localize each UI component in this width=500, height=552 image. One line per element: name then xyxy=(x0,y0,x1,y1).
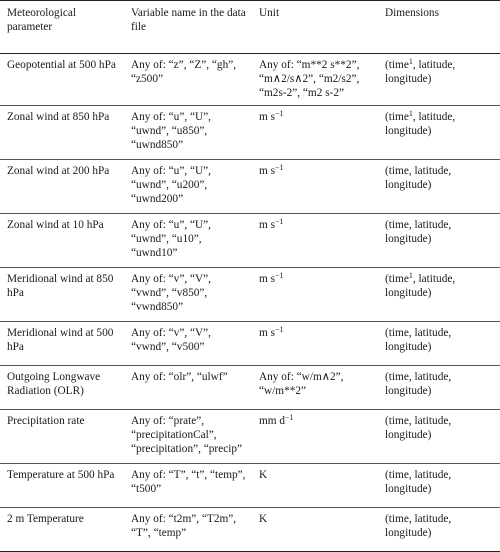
cell-dimensions xyxy=(378,106,500,160)
cell-dimensions xyxy=(378,214,500,268)
cell-parameter: Meridional wind at 500 hPa xyxy=(7,327,114,353)
cell-variable-name: Any of: “u”, “U”, “uwnd”, “u10”, “uwnd10” xyxy=(131,219,211,259)
table-row xyxy=(0,464,500,508)
unit-exponent: −1 xyxy=(285,413,294,422)
cell-parameter: Zonal wind at 10 hPa xyxy=(7,219,104,231)
cell-parameter: Zonal wind at 200 hPa xyxy=(7,165,110,177)
cell-dimensions xyxy=(378,268,500,322)
cell-parameter: Zonal wind at 850 hPa xyxy=(7,111,110,123)
unit-exponent: −1 xyxy=(275,217,284,226)
header-row xyxy=(0,1,500,54)
cell-dimensions xyxy=(378,54,500,106)
dimensions-text: (time, latitude, longitude) xyxy=(385,415,452,441)
cell-dimensions xyxy=(378,410,500,464)
header-dimensions: Dimensions xyxy=(385,7,439,19)
dimensions-text: (time xyxy=(385,111,409,123)
cell-unit: Any of: “w/m∧2”, “w/m**2” xyxy=(259,371,344,397)
table-row xyxy=(0,214,500,268)
cell-parameter: Meridional wind at 850 hPa xyxy=(7,273,114,299)
cell-variable-name: Any of: “T”, “t”, “temp”, “t500” xyxy=(131,469,246,495)
unit-base: m s xyxy=(259,219,276,231)
dimensions-text-rest: , latitude, longitude) xyxy=(385,273,456,299)
unit-base: m s xyxy=(259,273,276,285)
cell-unit xyxy=(252,268,378,322)
dimensions-text: (time xyxy=(385,59,409,71)
footnote-marker: 1 xyxy=(408,57,413,66)
cell-variable-name: Any of: “z”, “Z”, “gh”, “z500” xyxy=(131,59,237,85)
unit-base: m s xyxy=(259,111,276,123)
dimensions-text: (time xyxy=(385,273,409,285)
unit-base: m s xyxy=(259,327,276,339)
cell-dimensions xyxy=(378,508,500,552)
table-row xyxy=(0,106,500,160)
table-row xyxy=(0,366,500,410)
unit-exponent: −1 xyxy=(275,271,284,280)
cell-variable-name: Any of: “prate”, “precipitationCal”, “precipitation”, “precip” xyxy=(131,415,243,455)
header-unit: Unit xyxy=(259,7,280,19)
cell-unit xyxy=(252,106,378,160)
dimensions-text-rest: , latitude, longitude) xyxy=(385,59,456,85)
table-row xyxy=(0,160,500,214)
unit-base: mm d xyxy=(259,415,286,427)
cell-variable-name: Any of: “olr”, “ulwf” xyxy=(131,371,228,383)
cell-variable-name: Any of: “u”, “U”, “uwnd”, “u200”, “uwnd200” xyxy=(131,165,211,205)
dimensions-text: (time, latitude, longitude) xyxy=(385,513,452,539)
dimensions-text: (time, latitude, longitude) xyxy=(385,327,452,353)
cell-parameter: Geopotential at 500 hPa xyxy=(7,59,116,71)
unit-exponent: −1 xyxy=(275,325,284,334)
dimensions-text: (time, latitude, longitude) xyxy=(385,371,452,397)
cell-unit xyxy=(252,160,378,214)
header-variable-name: Variable name in the data file xyxy=(131,7,246,33)
unit-exponent: −1 xyxy=(275,163,284,172)
cell-variable-name: Any of: “v”, “V”, “vwnd”, “v850”, “vwnd850” xyxy=(131,273,211,313)
header-parameter: Meteorological parameter xyxy=(7,7,77,33)
cell-variable-name: Any of: “u”, “U”, “uwnd”, “u850”, “uwnd850” xyxy=(131,111,211,151)
dimensions-text: (time, latitude, longitude) xyxy=(385,165,452,191)
cell-parameter: Precipitation rate xyxy=(7,415,85,427)
footnote-marker: 1 xyxy=(408,271,413,280)
cell-variable-name: Any of: “v”, “V”, “vwnd”, “v500” xyxy=(131,327,211,353)
cell-unit xyxy=(252,214,378,268)
dimensions-text: (time, latitude, longitude) xyxy=(385,469,452,495)
table-body xyxy=(0,54,500,552)
table-row xyxy=(0,54,500,106)
table-row xyxy=(0,508,500,552)
cell-dimensions xyxy=(378,160,500,214)
cell-dimensions xyxy=(378,366,500,410)
table-row xyxy=(0,268,500,322)
dimensions-text: (time, latitude, longitude) xyxy=(385,219,452,245)
footnote-marker: 1 xyxy=(408,109,413,118)
table-row xyxy=(0,410,500,464)
table-header xyxy=(0,1,500,54)
unit-base: m s xyxy=(259,165,276,177)
cell-parameter: 2 m Temperature xyxy=(7,513,84,525)
cell-unit: K xyxy=(259,513,268,525)
cell-unit: Any of: “m**2 s**2”, “m∧2/s∧2”, “m2/s2”, “m2s-2”, “m2 s-2” xyxy=(259,59,360,99)
unit-exponent: −1 xyxy=(275,109,284,118)
cell-dimensions xyxy=(378,322,500,366)
cell-unit xyxy=(252,410,378,464)
table-row xyxy=(0,322,500,366)
cell-unit: K xyxy=(259,469,268,481)
dimensions-text-rest: , latitude, longitude) xyxy=(385,111,456,137)
cell-parameter: Temperature at 500 hPa xyxy=(7,469,115,481)
cell-variable-name: Any of: “t2m”, “T2m”, “T”, “temp” xyxy=(131,513,237,539)
cell-parameter: Outgoing Longwave Radiation (OLR) xyxy=(7,371,101,397)
cell-dimensions xyxy=(378,464,500,508)
cell-unit xyxy=(252,322,378,366)
